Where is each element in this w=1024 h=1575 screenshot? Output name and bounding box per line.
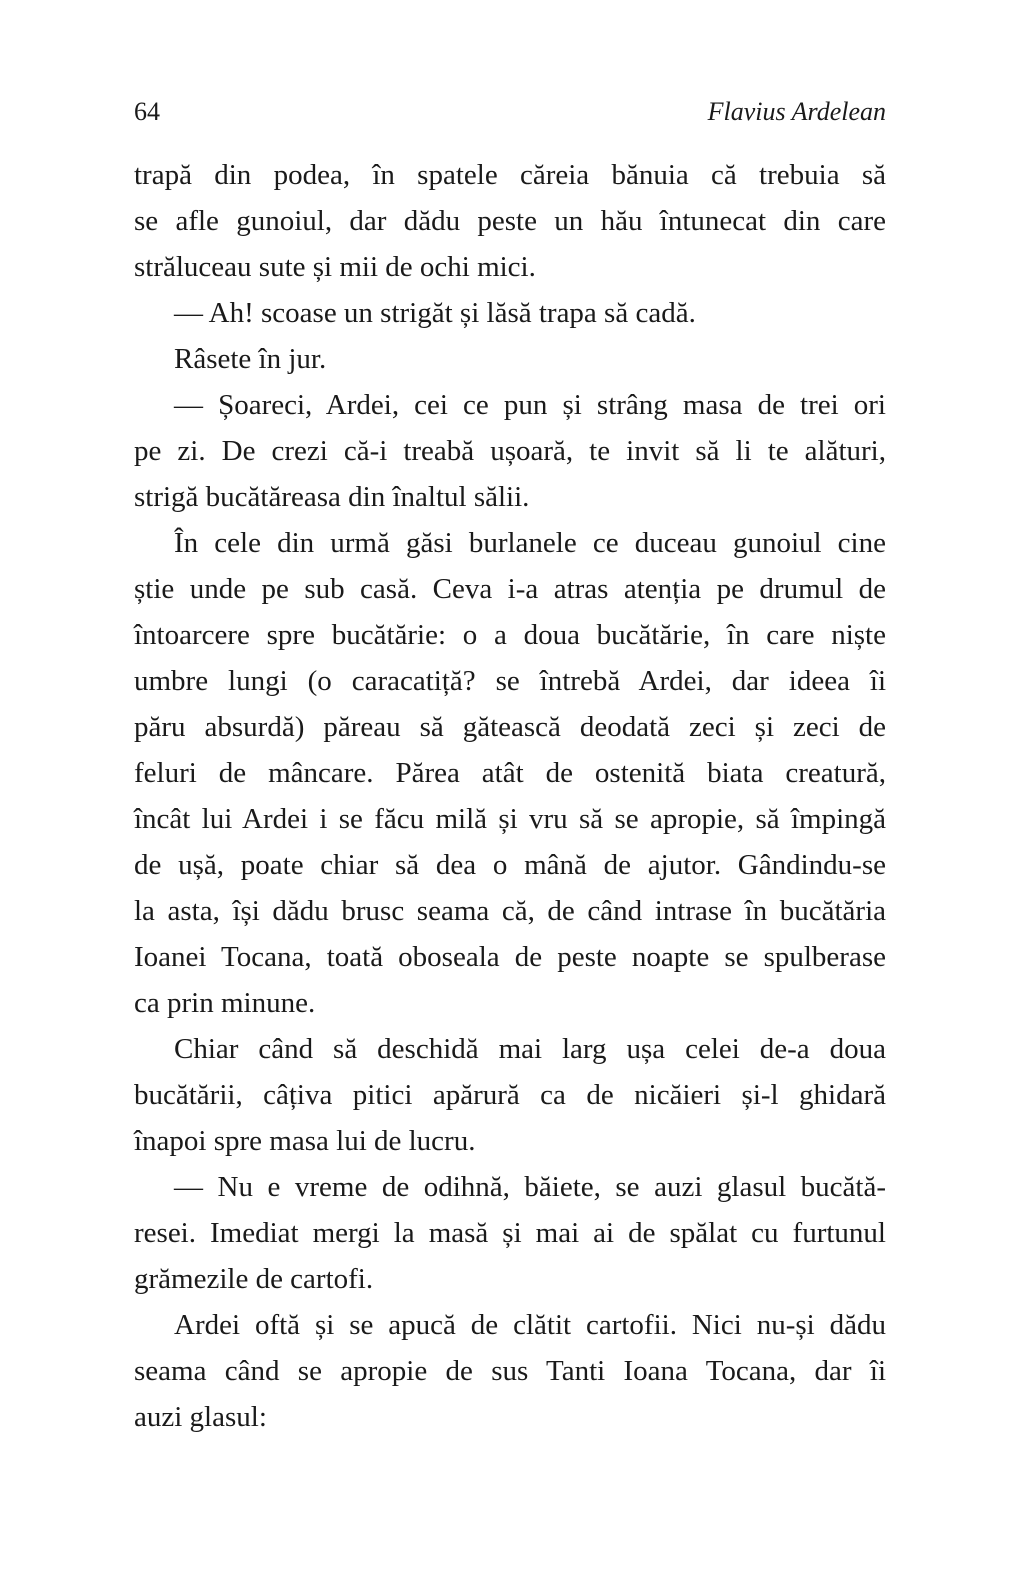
text-line: străluceau sute și mii de ochi mici. (134, 251, 536, 283)
text-line: ca prin minune. (134, 987, 316, 1019)
page-number: 64 (134, 97, 160, 126)
text-line: — Nu e vreme de odihnă, băiete, se auzi glasul bucătă- (174, 1171, 886, 1203)
text-line: păru absurdă) păreau să gătească deodată zeci și zeci de (134, 711, 886, 743)
text-line: — Șoareci, Ardei, cei ce pun și strâng masa de trei ori (174, 389, 886, 421)
text-line: înapoi spre masa lui de lucru. (134, 1125, 476, 1157)
text-line: strigă bucătăreasa din înaltul sălii. (134, 481, 530, 513)
text-line: întoarcere spre bucătărie: o a doua bucătărie, în care niște (134, 619, 886, 651)
text-line: Râsete în jur. (174, 343, 327, 375)
text-line: umbre lungi (o caracatiță? se întrebă Ardei, dar ideea îi (134, 665, 886, 697)
text-line: În cele din urmă găsi burlanele ce duceau gunoiul cine (174, 527, 886, 559)
text-line: încât lui Ardei i se făcu milă și vru să se apropie, să împingă (134, 803, 886, 835)
text-line: Ardei oftă și se apucă de clătit cartofii. Nici nu-și dădu (174, 1309, 886, 1341)
text-line: de ușă, poate chiar să dea o mână de ajutor. Gândindu-se (134, 849, 886, 881)
running-head-author: Flavius Ardelean (707, 97, 886, 126)
text-line: — Ah! scoase un strigăt și lăsă trapa să cadă. (174, 297, 696, 329)
text-line: bucătării, câțiva pitici apărură ca de nicăieri și-l ghidară (134, 1079, 886, 1111)
text-line: grămezile de cartofi. (134, 1263, 374, 1295)
page-header (134, 92, 886, 132)
text-line: Ioanei Tocana, toată oboseala de peste noapte se spulberase (134, 941, 886, 973)
text-line: auzi glasul: (134, 1401, 267, 1433)
text-line: trapă din podea, în spatele căreia bănuia că trebuia să (134, 159, 886, 191)
text-line: feluri de mâncare. Părea atât de ostenită biata creatură, (134, 757, 886, 789)
text-line: Chiar când să deschidă mai larg ușa celei de-a doua (174, 1033, 886, 1065)
text-line: la asta, își dădu brusc seama că, de când intrase în bucătăria (134, 895, 886, 927)
text-line: știe unde pe sub casă. Ceva i-a atras atenția pe drumul de (134, 573, 886, 605)
text-line: se afle gunoiul, dar dădu peste un hău întunecat din care (134, 205, 886, 237)
text-line: seama când se apropie de sus Tanti Ioana Tocana, dar îi (134, 1355, 886, 1387)
text-line: resei. Imediat mergi la masă și mai ai de spălat cu furtunul (134, 1217, 886, 1249)
text-line: pe zi. De crezi că-i treabă ușoară, te invit să li te alături, (134, 435, 886, 467)
